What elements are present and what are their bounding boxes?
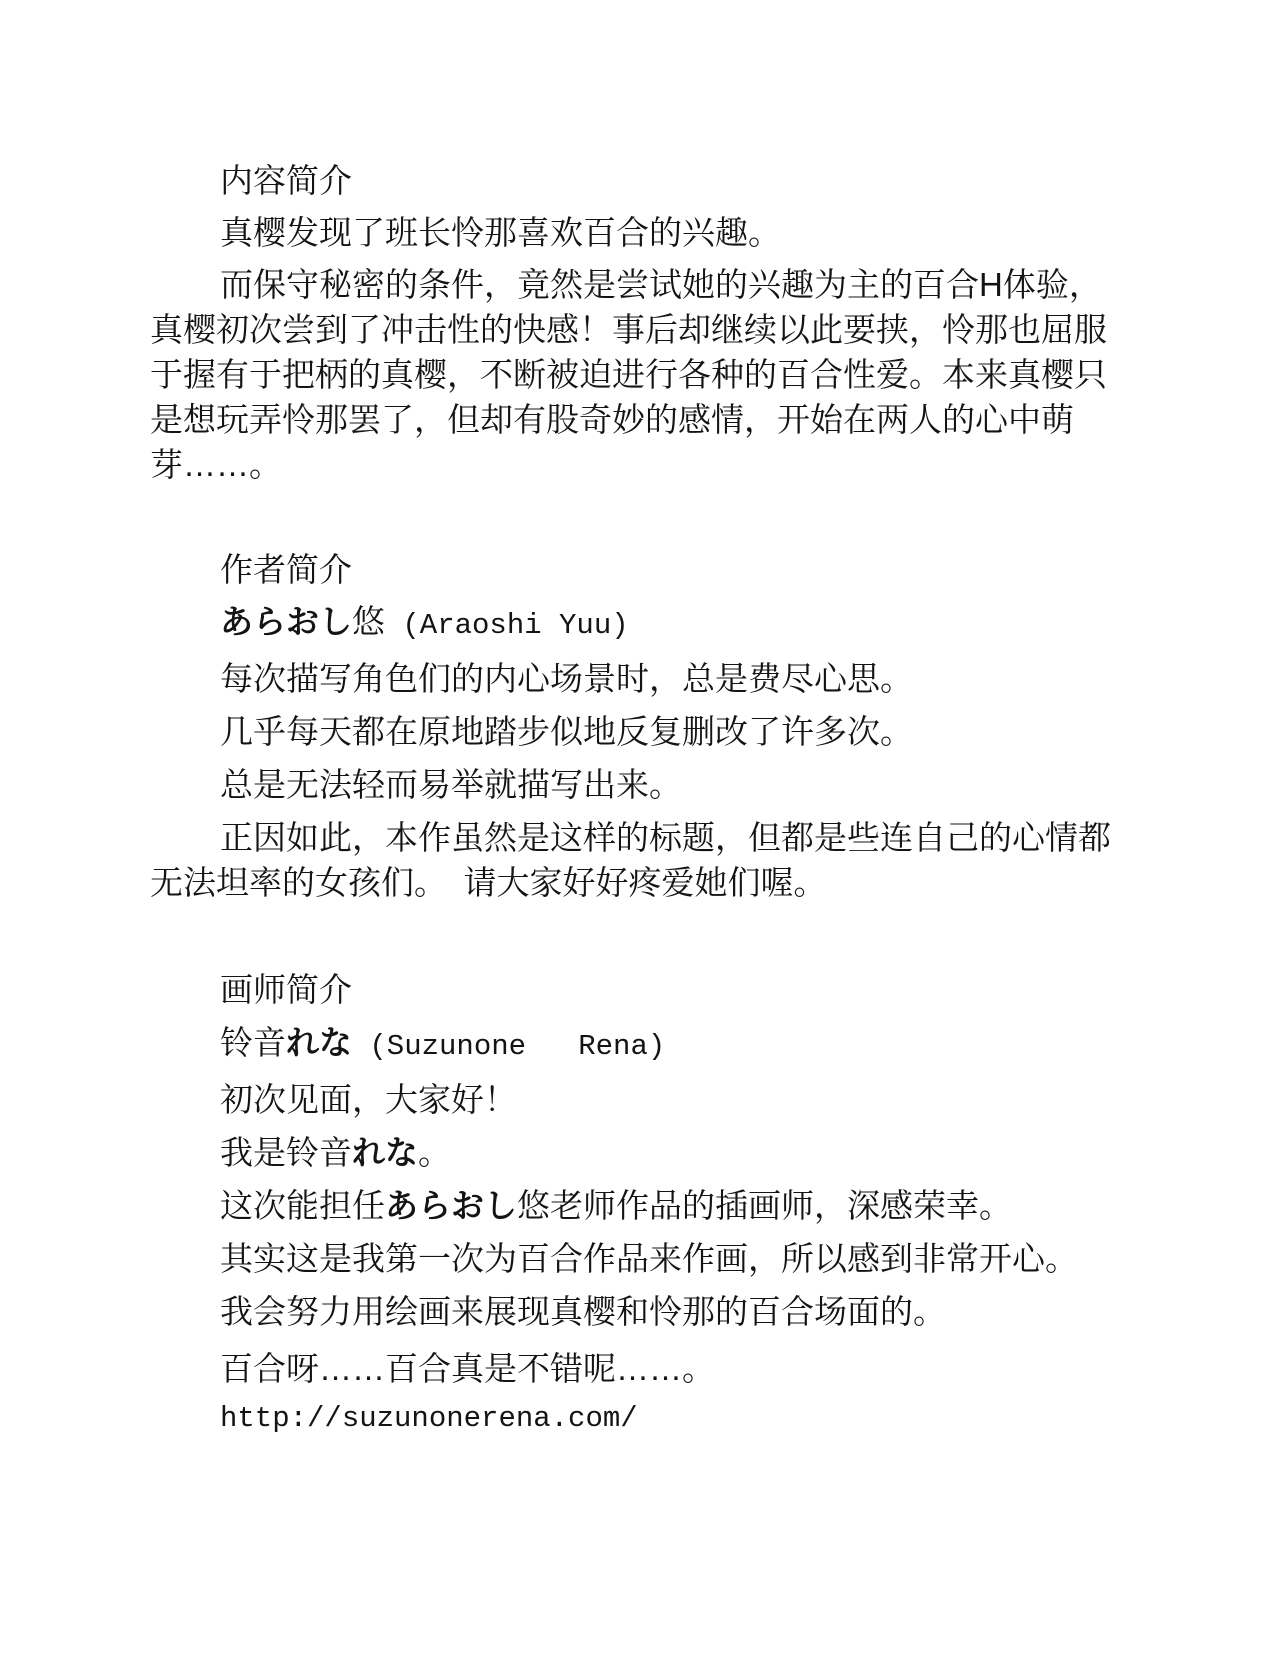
text-segment-kana: あらおし [385, 1186, 517, 1225]
synopsis-paragraph [150, 262, 1150, 487]
section-illustrator [150, 967, 1150, 1441]
section-author [150, 547, 1150, 905]
author-name-romaji: (Araoshi Yuu) [385, 609, 629, 642]
author-paragraph [150, 815, 1150, 905]
text-line: 于握有于把柄的真樱，不断被迫进行各种的百合性爱。本来真樱只 [150, 356, 1107, 393]
text-line: 而保守秘密的条件，竟然是尝试她的兴趣为主的百合H体验， [220, 266, 1102, 303]
text-line: 正因如此，本作虽然是这样的标题，但都是些连自己的心情都 [220, 819, 1111, 856]
text-line: 几乎每天都在原地踏步似地反复删改了许多次。 [220, 713, 913, 750]
illustrator-heading: 画师简介 [220, 971, 352, 1008]
illustrator-url-paragraph [150, 1396, 1150, 1441]
text-segment-kana: れな [352, 1133, 418, 1172]
illustrator-paragraph [150, 1346, 1150, 1391]
illustrator-paragraph [150, 1130, 1150, 1175]
page-content [150, 0, 1150, 1441]
author-paragraph [150, 656, 1150, 701]
text-line: 真樱发现了班长怜那喜欢百合的兴趣。 [220, 214, 781, 251]
text-line [150, 1183, 1150, 1228]
illustrator-name-kana: れな [286, 1023, 352, 1062]
text-segment: 悠老师作品的插画师，深感荣幸。 [517, 1187, 1012, 1224]
text-segment: 。 [418, 1134, 451, 1171]
illustrator-name-line [150, 1020, 1150, 1069]
text-segment: 我是铃音 [220, 1134, 352, 1171]
text-line: 芽……。 [150, 446, 282, 483]
illustrator-paragraph [150, 1183, 1150, 1228]
synopsis-heading: 内容简介 [220, 162, 352, 199]
text-line: 百合呀……百合真是不错呢……。 [220, 1350, 715, 1387]
text-line: 其实这是我第一次为百合作品来作画，所以感到非常开心。 [220, 1240, 1078, 1277]
author-name-kanji: 悠 [352, 603, 385, 640]
illustrator-paragraph [150, 1236, 1150, 1281]
author-heading: 作者简介 [220, 551, 352, 588]
illustrator-name-romaji: (Suzunone Rena) [352, 1030, 666, 1063]
synopsis-paragraph [150, 210, 1150, 255]
illustrator-name-hanzi: 铃音 [220, 1024, 286, 1061]
text-line: 是想玩弄怜那罢了，但却有股奇妙的感情，开始在两人的心中萌 [150, 401, 1074, 438]
text-line: 我会努力用绘画来展现真樱和怜那的百合场面的。 [220, 1293, 946, 1330]
author-name-line [150, 599, 1150, 648]
illustrator-website-url: http://suzunonerena.com/ [220, 1402, 638, 1435]
author-name-kana: あらおし [220, 602, 352, 641]
illustrator-paragraph [150, 1289, 1150, 1334]
author-paragraph [150, 709, 1150, 754]
author-paragraph [150, 762, 1150, 807]
illustrator-paragraph [150, 1077, 1150, 1122]
text-line: 真樱初次尝到了冲击性的快感！事后却继续以此要挟，怜那也屈服 [150, 311, 1107, 348]
text-segment: 这次能担任 [220, 1187, 385, 1224]
section-synopsis [150, 158, 1150, 487]
text-line: 初次见面，大家好！ [220, 1081, 517, 1118]
text-line: 无法坦率的女孩们。 请大家好好疼爱她们喔。 [150, 864, 827, 901]
text-line: 每次描写角色们的内心场景时，总是费尽心思。 [220, 660, 913, 697]
text-line [150, 1130, 1150, 1175]
text-line: 总是无法轻而易举就描写出来。 [220, 766, 682, 803]
